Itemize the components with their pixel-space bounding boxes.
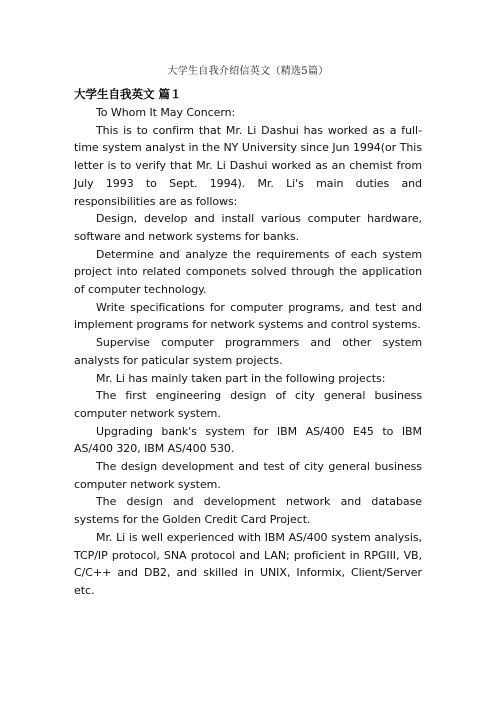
paragraph-projects-intro: Mr. Li has mainly taken part in the following projects:	[96, 371, 386, 385]
paragraph-project-design-test: The design development and test of city general business computer network system.	[74, 460, 422, 491]
paragraph-duty-supervise: Supervise computer programmers and other system analysts for paticular system projects.	[74, 336, 422, 367]
paragraph-skills: Mr. Li is well experienced with IBM AS/400 system analysis, TCP/IP protocol, SNA protocol and LAN; proficient in RPGIII, VB, C/C++ and DB2, and skilled in UNIX, Informix, Client/Server etc.	[74, 530, 422, 597]
paragraph-duty-design: Design, develop and install various computer hardware, software and network systems for banks.	[74, 212, 422, 243]
paragraph-confirmation: This is to confirm that Mr. Li Dashui has worked as a full-time system analyst in the NY University since Jun 1994(or This letter is to verify that Mr. Li Dashui worked as an chemist from July 1993 to Sept. 1994). Mr. Li's main duties and responsibilities are as follows:	[74, 123, 422, 208]
section-heading: 大学生自我英文 篇１	[74, 87, 182, 101]
document-body	[74, 85, 422, 600]
paragraph-duty-analyze: Determine and analyze the requirements of each system project into related componets solved through the application of computer technology.	[74, 247, 422, 297]
paragraph-project-upgrade: Upgrading bank's system for IBM AS/400 E45 to IBM AS/400 320, IBM AS/400 530.	[74, 424, 422, 456]
paragraph-duty-specifications: Write specifications for computer programs, and test and implement programs for network systems and control systems.	[74, 300, 422, 332]
page-header-title: 大学生自我介绍信英文（精选5篇）	[167, 66, 329, 77]
paragraph-project-first: The first engineering design of city general business computer network system.	[74, 389, 422, 420]
paragraph-project-golden-card: The design and development network and database systems for the Golden Credit Card Project.	[74, 495, 422, 527]
salutation: To Whom It May Concern:	[96, 106, 236, 119]
